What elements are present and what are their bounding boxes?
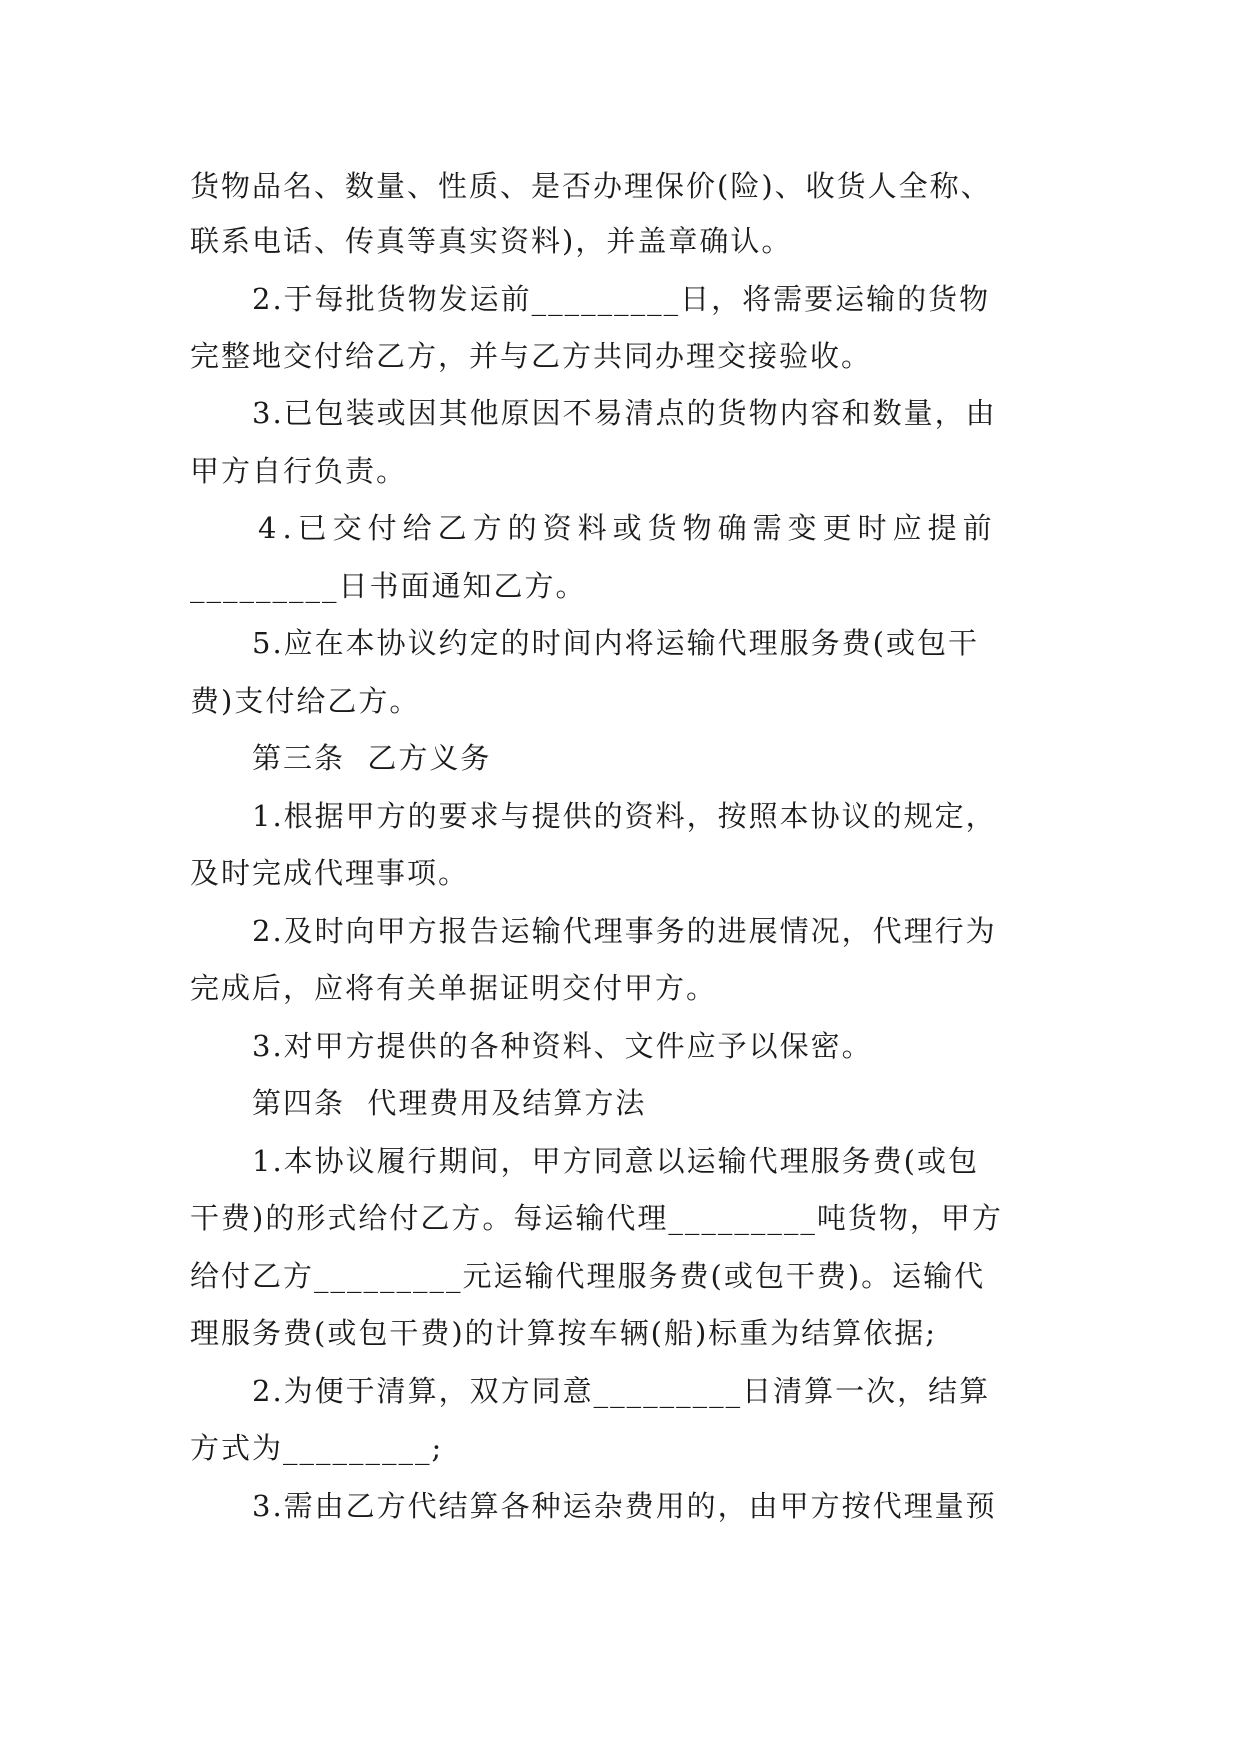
text-line-15: 完成后，应将有关单据证明交付甲方。	[190, 971, 718, 1005]
text-line-18: 1.本协议履行期间，甲方同意以运输代理服务费(或包	[252, 1144, 979, 1178]
text-line-20: 给付乙方_________元运输代理服务费(或包干费)。运输代	[190, 1259, 986, 1293]
text-line-6: 甲方自行负责。	[190, 454, 408, 488]
text-line-10: 费)支付给乙方。	[190, 684, 421, 718]
text-line-19: 干费)的形式给付乙方。每运输代理_________吨货物，甲方	[190, 1201, 1003, 1235]
text-line-5: 3.已包装或因其他原因不易清点的货物内容和数量，由	[252, 396, 997, 430]
text-line-14: 2.及时向甲方报告运输代理事务的进展情况，代理行为	[252, 914, 997, 948]
text-line-2: 联系电话、传真等真实资料)，并盖章确认。	[190, 224, 793, 258]
text-line-23: 方式为_________;	[190, 1431, 444, 1465]
article-heading-4: 第四条 代理费用及结算方法	[252, 1086, 647, 1120]
text-line-7: 4.已交付给乙方的资料或货物确需变更时应提前	[258, 511, 998, 545]
text-line-9: 5.应在本协议约定的时间内将运输代理服务费(或包干	[252, 626, 979, 660]
text-line-1: 货物品名、数量、性质、是否办理保价(险)、收货人全称、	[190, 169, 992, 203]
text-line-12: 1.根据甲方的要求与提供的资料，按照本协议的规定，	[252, 799, 997, 833]
text-line-16: 3.对甲方提供的各种资料、文件应予以保密。	[252, 1029, 873, 1063]
text-line-24: 3.需由乙方代结算各种运杂费用的，由甲方按代理量预	[252, 1489, 997, 1523]
text-line-13: 及时完成代理事项。	[190, 856, 470, 890]
text-line-21: 理服务费(或包干费)的计算按车辆(船)标重为结算依据;	[190, 1316, 938, 1350]
text-line-22: 2.为便于清算，双方同意_________日清算一次，结算	[252, 1374, 991, 1408]
article-heading-3: 第三条 乙方义务	[252, 741, 492, 775]
text-line-3: 2.于每批货物发运前_________日，将需要运输的货物	[252, 282, 991, 316]
text-line-8: _________日书面通知乙方。	[190, 569, 587, 603]
text-line-4: 完整地交付给乙方，并与乙方共同办理交接验收。	[190, 339, 873, 373]
